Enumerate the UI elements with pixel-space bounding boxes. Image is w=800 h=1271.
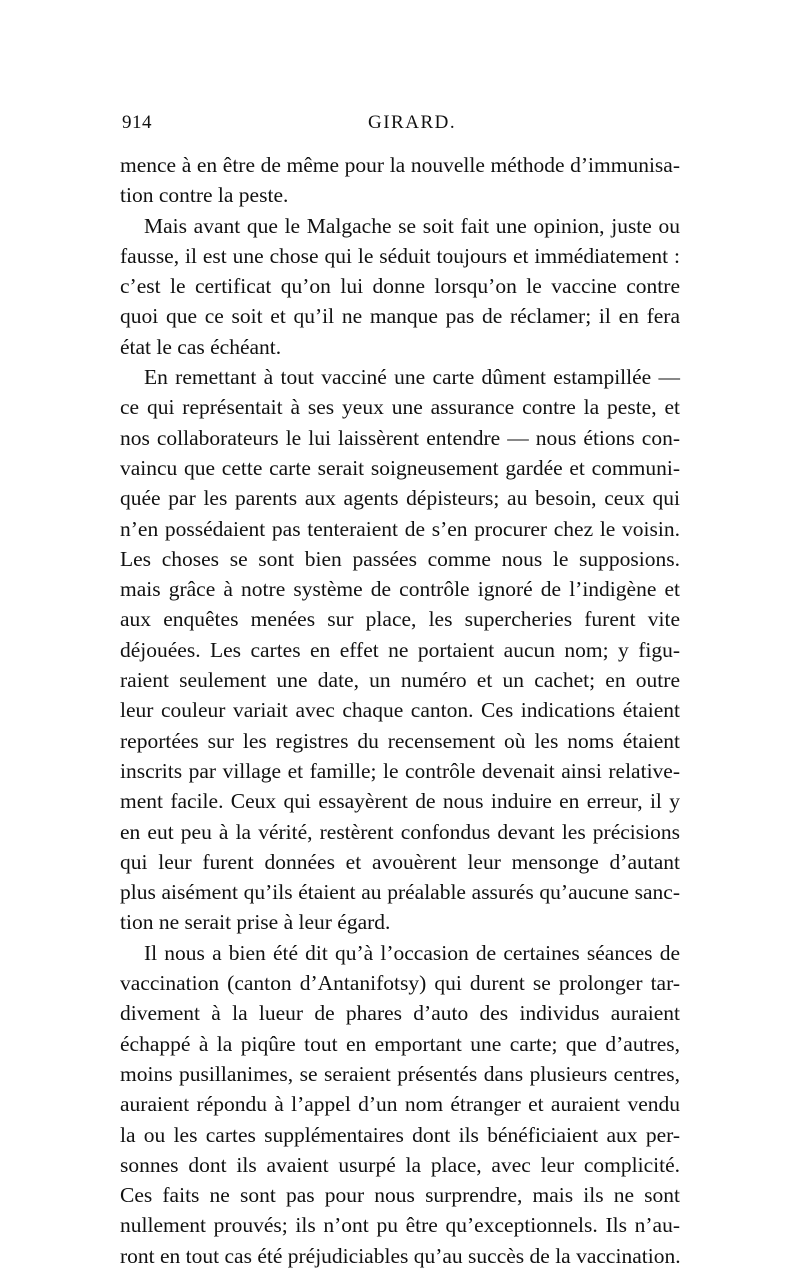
text-line: tion contre la peste. xyxy=(120,183,289,208)
body-text xyxy=(120,150,680,1271)
text-line: Il nous a bien été dit qu’à l’occasion de certaines séances de xyxy=(144,940,680,965)
text-line: échappé à la piqûre tout en emportant une carte; que d’autres, xyxy=(120,1031,680,1056)
text-line: tion ne serait prise à leur égard. xyxy=(120,910,391,935)
text-line: vaccination (canton d’Antanifotsy) qui durent se prolonger tar- xyxy=(120,971,680,996)
text-line: En remettant à tout vacciné une carte dûment estampillée — xyxy=(144,365,680,390)
text-line: fausse, il est une chose qui le séduit toujours et immédiatement : xyxy=(120,243,680,268)
text-line: divement à la lueur de phares d’auto des individus auraient xyxy=(120,1001,680,1026)
text-line: inscrits par village et famille; le contrôle devenait ainsi relative- xyxy=(120,758,680,783)
text-line: déjouées. Les cartes en effet ne portaient aucun nom; y figu- xyxy=(120,637,680,662)
text-line: en eut peu à la vérité, restèrent confondus devant les précisions xyxy=(120,819,680,844)
text-line: état le cas échéant. xyxy=(120,334,282,359)
text-line: raient seulement une date, un numéro et un cachet; en outre xyxy=(120,668,680,693)
text-line: vaincu que cette carte serait soigneusement gardée et communi- xyxy=(120,455,680,480)
text-line: mais grâce à notre système de contrôle ignoré de l’indigène et xyxy=(120,577,680,602)
text-line: auraient répondu à l’appel d’un nom étranger et auraient vendu xyxy=(120,1092,680,1117)
text-line: ce qui représentait à ses yeux une assurance contre la peste, et xyxy=(120,395,680,420)
text-line: qui leur furent données et avouèrent leur mensonge d’autant xyxy=(120,849,680,874)
text-line: c’est le certificat qu’on lui donne lorsqu’on le vaccine contre xyxy=(120,274,680,299)
text-line: aux enquêtes menées sur place, les supercheries furent vite xyxy=(120,607,680,632)
text-line: Les choses se sont bien passées comme nous le supposions. xyxy=(120,546,680,571)
text-line: leur couleur variait avec chaque canton. Ces indications étaient xyxy=(120,698,680,723)
text-line: Mais avant que le Malgache se soit fait une opinion, juste ou xyxy=(144,213,680,238)
running-title: GIRARD. xyxy=(368,112,457,133)
text-line: nullement prouvés; ils n’ont pu être qu’exceptionnels. Ils n’au- xyxy=(120,1213,680,1238)
text-line: moins pusillanimes, se seraient présentés dans plusieurs centres, xyxy=(120,1061,680,1086)
text-line: nos collaborateurs le lui laissèrent entendre — nous étions con- xyxy=(120,425,680,450)
text-line: plus aisément qu’ils étaient au préalable assurés qu’aucune sanc- xyxy=(120,880,680,905)
text-line: la ou les cartes supplémentaires dont ils bénéficiaient aux per- xyxy=(120,1122,680,1147)
text-line: quoi que ce soit et qu’il ne manque pas de réclamer; il en fera xyxy=(120,304,680,329)
text-line: mence à en être de même pour la nouvelle méthode d’immunisa- xyxy=(120,153,680,177)
text-line: sonnes dont ils avaient usurpé la place, avec leur complicité. xyxy=(120,1152,680,1177)
text-line: reportées sur les registres du recensement où les noms étaient xyxy=(120,728,680,753)
page-number: 914 xyxy=(122,112,152,133)
text-line: ront en tout cas été préjudiciables qu’au succès de la vaccination. xyxy=(120,1243,681,1268)
text-line: Ces faits ne sont pas pour nous surprendre, mais ils ne sont xyxy=(120,1183,680,1208)
text-line: quée par les parents aux agents dépisteurs; au besoin, ceux qui xyxy=(120,486,680,511)
text-line: ment facile. Ceux qui essayèrent de nous induire en erreur, il y xyxy=(120,789,680,814)
text-line: n’en possédaient pas tenteraient de s’en procurer chez le voisin. xyxy=(120,516,680,541)
running-head xyxy=(122,112,677,144)
